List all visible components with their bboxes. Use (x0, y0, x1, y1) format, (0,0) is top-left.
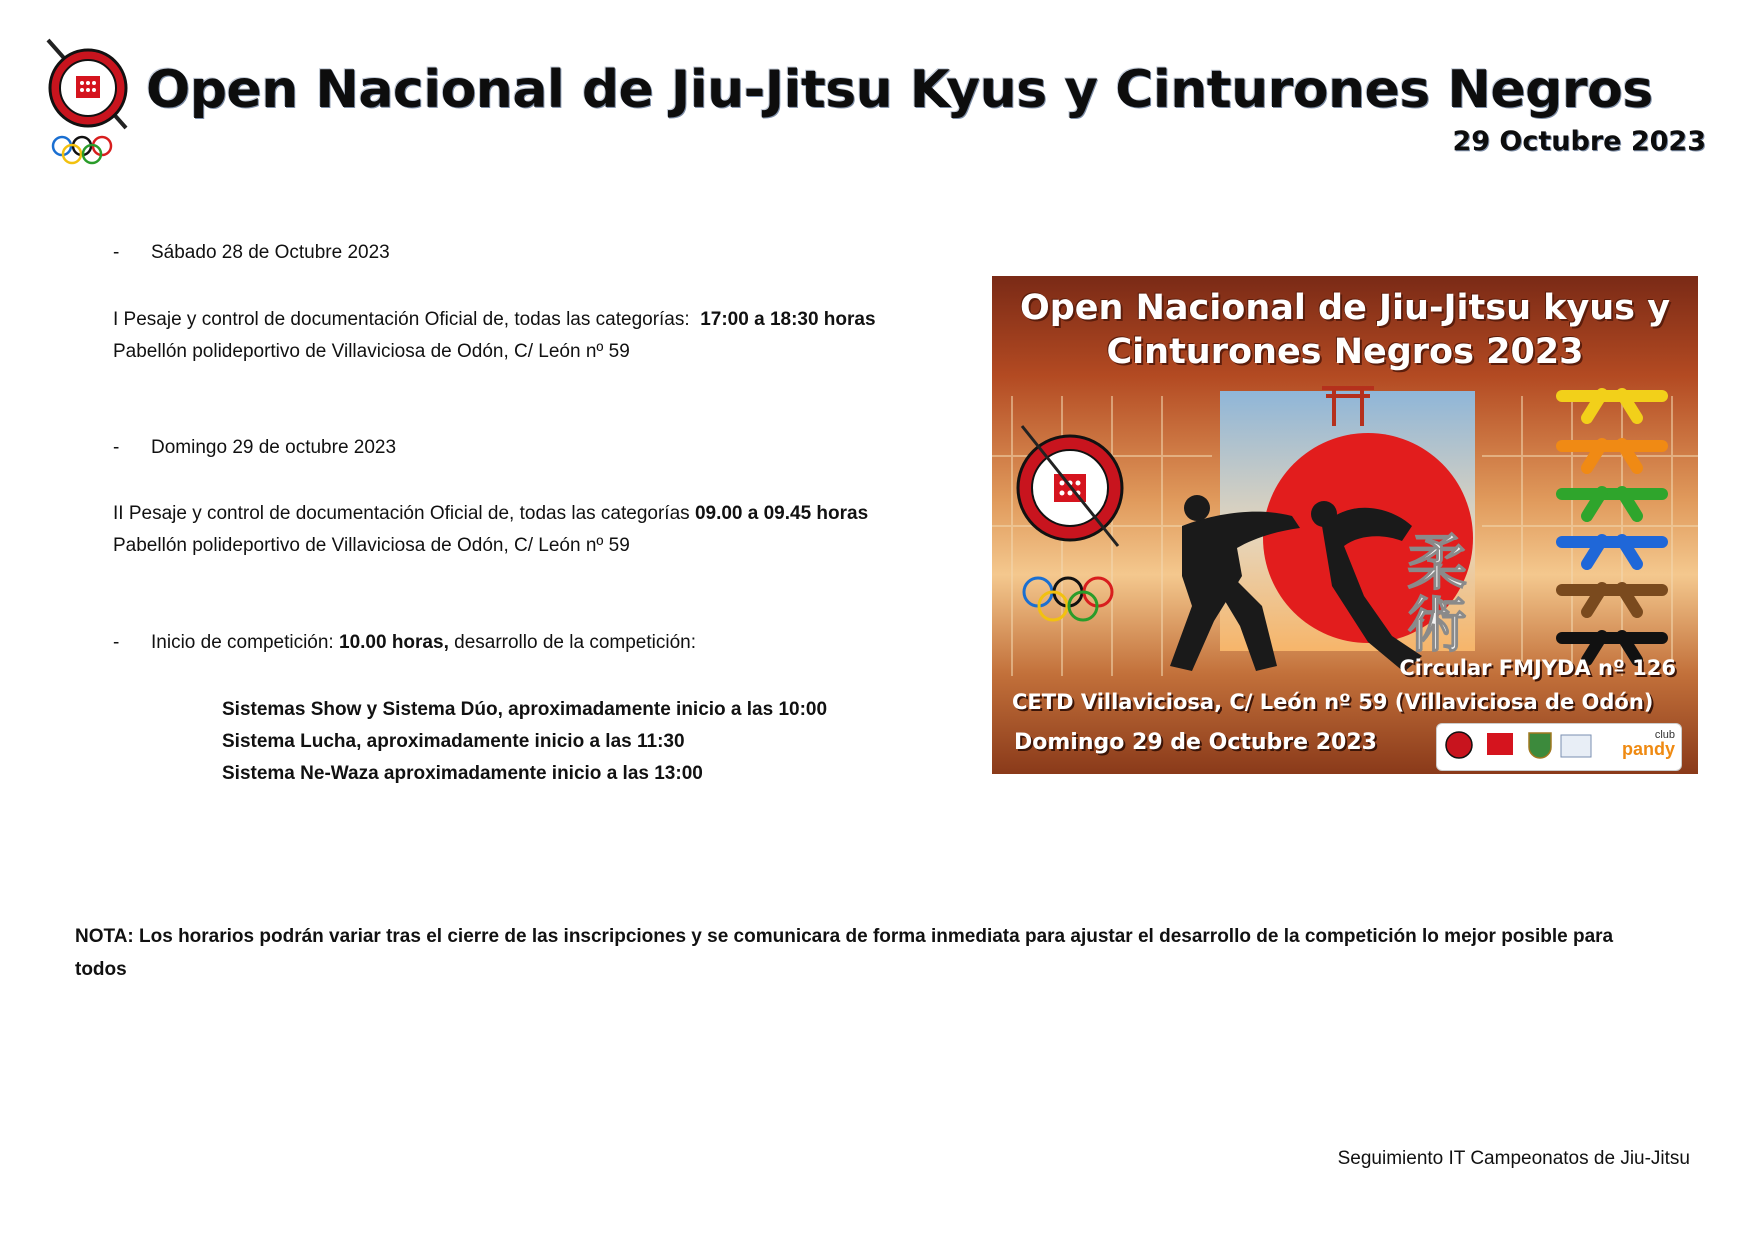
schedule-item: Sistemas Show y Sistema Dúo, aproximadamente inicio a las 10:00 (222, 699, 828, 720)
saturday-venue: Pabellón polideportivo de Villaviciosa de Odón, C/ León nº 59 (113, 341, 630, 362)
poster-date: Domingo 29 de Octubre 2023 (1014, 730, 1377, 755)
sponsor-logos (1436, 723, 1682, 771)
federation-emblem-icon (1018, 426, 1122, 546)
sunday-heading (113, 437, 396, 459)
poster-venue: CETD Villaviciosa, C/ León nº 59 (Villaviciosa de Odón) (1012, 690, 1654, 714)
footer-text: Seguimiento IT Campeonatos de Jiu-Jitsu (1337, 1148, 1690, 1169)
club-pandy-logo (1622, 728, 1675, 759)
coat-of-arms-icon (1529, 733, 1551, 758)
bullet-dash: - (113, 632, 120, 653)
sunday-venue: Pabellón polideportivo de Villaviciosa de Odón, C/ León nº 59 (113, 535, 630, 556)
competition-prefix: Inicio de competición: (151, 632, 334, 653)
competition-suffix: desarrollo de la competición: (454, 632, 696, 653)
saturday-day: Sábado 28 de Octubre 2023 (151, 242, 390, 263)
saturday-weigh-in (113, 304, 876, 368)
ayuntamiento-icon (1561, 735, 1591, 757)
federation-emblem-icon (40, 38, 136, 170)
saturday-heading (113, 242, 390, 264)
bullet-dash: - (113, 437, 120, 458)
event-poster (992, 276, 1698, 774)
bullet-dash: - (113, 242, 120, 263)
competition-heading (113, 632, 696, 654)
page-title: Open Nacional de Jiu-Jitsu Kyus y Cinturones Negros (146, 60, 1653, 120)
club-label: club (1654, 729, 1675, 741)
poster-kanji: 柔術 (1397, 531, 1467, 655)
saturday-weigh-in-text: I Pesaje y control de documentación Oficial de, todas las categorías: (113, 309, 690, 330)
olympic-rings-icon (1024, 578, 1112, 620)
schedule-item: Sistema Ne-Waza aproximadamente inicio a las 13:00 (222, 763, 703, 784)
competition-schedule (222, 694, 827, 790)
note-paragraph: NOTA: Los horarios podrán variar tras el cierre de las inscripciones y se comunicara de forma inmediata para ajustar el desarrollo de la competición lo mejor posible para todos (75, 926, 1614, 980)
sunday-weigh-in-text: II Pesaje y control de documentación Oficial de, todas las categorías (113, 503, 690, 524)
schedule-item: Sistema Lucha, aproximadamente inicio a las 11:30 (222, 731, 685, 752)
sunday-day: Domingo 29 de octubre 2023 (151, 437, 397, 458)
sponsor-icons (1443, 729, 1593, 765)
event-date: 29 Octubre 2023 (1452, 126, 1706, 157)
torii-icon (1322, 388, 1374, 426)
poster-circular: Circular FMJYDA nº 126 (1399, 656, 1676, 680)
saturday-weigh-in-time: 17:00 a 18:30 horas (700, 309, 876, 330)
sunday-weigh-in (113, 498, 868, 562)
poster-title-line2: Cinturones Negros 2023 (1106, 332, 1584, 372)
competition-time: 10.00 horas, (339, 632, 449, 653)
poster-title-line1: Open Nacional de Jiu-Jitsu kyus y (1019, 288, 1671, 328)
sunday-weigh-in-time: 09.00 a 09.45 horas (694, 503, 869, 524)
federation-emblem-icon (1446, 732, 1472, 758)
pandy-label: pandy (1621, 739, 1675, 759)
comunidad-madrid-icon (1487, 733, 1513, 755)
